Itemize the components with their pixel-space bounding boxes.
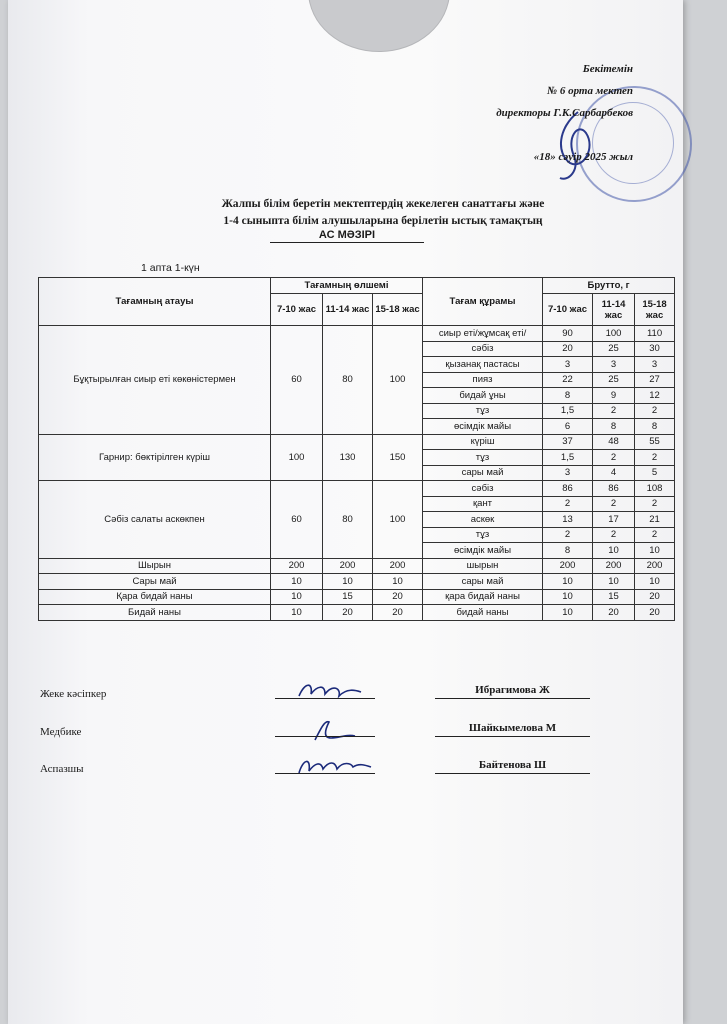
gross-cell: 9	[593, 388, 635, 404]
gross-cell: 8	[543, 543, 593, 559]
gross-cell: 25	[593, 341, 635, 357]
signature-row	[40, 680, 600, 710]
ingredient-cell: сәбіз	[423, 341, 543, 357]
dish-name-cell: Қара бидай наны	[39, 589, 271, 605]
gross-cell: 10	[635, 574, 675, 590]
gross-cell: 5	[635, 465, 675, 481]
gross-cell: 10	[593, 543, 635, 559]
portion-cell: 80	[323, 481, 373, 559]
portion-cell: 150	[373, 434, 423, 481]
signature-role: Жеке кәсіпкер	[40, 688, 107, 700]
signature-line	[275, 773, 375, 774]
gross-cell: 15	[593, 589, 635, 605]
header-gross: Брутто, г	[543, 278, 675, 294]
ingredient-cell: сәбіз	[423, 481, 543, 497]
ingredient-cell: тұз	[423, 450, 543, 466]
gross-cell: 86	[593, 481, 635, 497]
heading-line: Жалпы білім беретін мектептердің жекелеген санаттағы және	[221, 198, 545, 210]
signature-role: Аспазшы	[40, 763, 84, 775]
gross-cell: 2	[543, 496, 593, 512]
gross-cell: 10	[635, 543, 675, 559]
ingredient-cell: аскөк	[423, 512, 543, 528]
gross-cell: 2	[635, 403, 675, 419]
gross-cell: 2	[543, 527, 593, 543]
gross-cell: 8	[635, 419, 675, 435]
signature-name: Байтенова Ш	[435, 759, 590, 774]
gross-cell: 4	[593, 465, 635, 481]
portion-cell: 100	[373, 481, 423, 559]
portion-cell: 20	[373, 605, 423, 621]
header-composition: Тағам құрамы	[423, 278, 543, 326]
portion-cell: 100	[271, 434, 323, 481]
gross-cell: 3	[593, 357, 635, 373]
dish-name-cell: Сәбіз салаты аскөкпен	[39, 481, 271, 559]
handwritten-signature	[295, 718, 365, 744]
ingredient-cell: пияз	[423, 372, 543, 388]
gross-cell: 200	[543, 558, 593, 574]
ingredient-cell: бидай наны	[423, 605, 543, 621]
header-portion: Тағамның өлшемі	[271, 278, 423, 294]
menu-table	[38, 277, 675, 621]
portion-cell: 200	[323, 558, 373, 574]
gross-cell: 22	[543, 372, 593, 388]
approval-block	[433, 58, 633, 168]
table-row	[39, 605, 675, 621]
approval-date: «18» сәуір 2025 жыл	[533, 151, 633, 163]
gross-cell: 86	[543, 481, 593, 497]
menu-table-body	[39, 326, 675, 621]
gross-cell: 20	[543, 341, 593, 357]
portion-cell: 60	[271, 481, 323, 559]
portion-cell: 15	[323, 589, 373, 605]
table-row	[39, 326, 675, 342]
dish-name-cell: Шырын	[39, 558, 271, 574]
table-row	[39, 434, 675, 450]
header-age: 7-10 жас	[271, 294, 323, 326]
signature-line	[275, 698, 375, 699]
document-heading	[198, 196, 568, 230]
ingredient-cell: тұз	[423, 527, 543, 543]
ingredient-cell: сары май	[423, 574, 543, 590]
gross-cell: 110	[635, 326, 675, 342]
gross-cell: 1,5	[543, 450, 593, 466]
ingredient-cell: қызанақ пастасы	[423, 357, 543, 373]
header-age: 7-10 жас	[543, 294, 593, 326]
gross-cell: 3	[635, 357, 675, 373]
gross-cell: 17	[593, 512, 635, 528]
dish-name-cell: Бұқтырылған сиыр еті көкөністермен	[39, 326, 271, 435]
signature-line	[275, 736, 375, 737]
approval-line: № 6 орта мектеп	[547, 85, 633, 97]
gross-cell: 200	[635, 558, 675, 574]
gross-cell: 20	[593, 605, 635, 621]
gross-cell: 27	[635, 372, 675, 388]
header-age: 15-18 жас	[635, 294, 675, 326]
signature-name: Ибрагимова Ж	[435, 684, 590, 699]
table-row	[39, 574, 675, 590]
gross-cell: 2	[593, 403, 635, 419]
gross-cell: 1,5	[543, 403, 593, 419]
ingredient-cell: бидай ұны	[423, 388, 543, 404]
ingredient-cell: күріш	[423, 434, 543, 450]
heading-line: 1-4 сыныпта білім алушыларына берілетін ыстық тамақтың	[223, 215, 543, 227]
portion-cell: 10	[373, 574, 423, 590]
ingredient-cell: сары май	[423, 465, 543, 481]
table-row	[39, 589, 675, 605]
signature-row	[40, 755, 600, 785]
table-row	[39, 481, 675, 497]
gross-cell: 200	[593, 558, 635, 574]
portion-cell: 130	[323, 434, 373, 481]
gross-cell: 2	[593, 450, 635, 466]
ingredient-cell: өсімдік майы	[423, 419, 543, 435]
gross-cell: 10	[543, 589, 593, 605]
header-age: 11-14 жас	[323, 294, 373, 326]
menu-title: АС МӘЗІРІ	[270, 229, 424, 243]
ingredient-cell: өсімдік майы	[423, 543, 543, 559]
dish-name-cell: Сары май	[39, 574, 271, 590]
gross-cell: 10	[593, 574, 635, 590]
gross-cell: 13	[543, 512, 593, 528]
portion-cell: 20	[323, 605, 373, 621]
gross-cell: 12	[635, 388, 675, 404]
gross-cell: 8	[593, 419, 635, 435]
portion-cell: 10	[271, 605, 323, 621]
ingredient-cell: шырын	[423, 558, 543, 574]
gross-cell: 10	[543, 605, 593, 621]
header-dish-name: Тағамның атауы	[39, 278, 271, 326]
gross-cell: 6	[543, 419, 593, 435]
gross-cell: 2	[593, 527, 635, 543]
gross-cell: 20	[635, 589, 675, 605]
dish-name-cell: Гарнир: бөктірілген күріш	[39, 434, 271, 481]
table-row	[39, 558, 675, 574]
ingredient-cell: сиыр еті/жұмсақ еті/	[423, 326, 543, 342]
gross-cell: 3	[543, 357, 593, 373]
portion-cell: 200	[373, 558, 423, 574]
week-label: 1 апта 1-күн	[141, 262, 200, 274]
dish-name-cell: Бидай наны	[39, 605, 271, 621]
portion-cell: 80	[323, 326, 373, 435]
ingredient-cell: қант	[423, 496, 543, 512]
gross-cell: 3	[543, 465, 593, 481]
gross-cell: 8	[543, 388, 593, 404]
gross-cell: 2	[635, 496, 675, 512]
gross-cell: 48	[593, 434, 635, 450]
document-page	[8, 0, 683, 1024]
gross-cell: 2	[593, 496, 635, 512]
ingredient-cell: қара бидай наны	[423, 589, 543, 605]
gross-cell: 2	[635, 450, 675, 466]
gross-cell: 100	[593, 326, 635, 342]
gross-cell: 90	[543, 326, 593, 342]
gross-cell: 21	[635, 512, 675, 528]
portion-cell: 200	[271, 558, 323, 574]
gross-cell: 20	[635, 605, 675, 621]
header-age: 11-14 жас	[593, 294, 635, 326]
signature-role: Медбике	[40, 726, 82, 738]
portion-cell: 10	[323, 574, 373, 590]
gross-cell: 30	[635, 341, 675, 357]
portion-cell: 60	[271, 326, 323, 435]
signature-name: Шайкымелова М	[435, 722, 590, 737]
header-age: 15-18 жас	[373, 294, 423, 326]
approval-line: Бекітемін	[582, 63, 633, 75]
portion-cell: 20	[373, 589, 423, 605]
punch-hole	[308, 0, 450, 52]
approval-line: директоры Г.К.Сарбарбеков	[496, 107, 633, 119]
portion-cell: 10	[271, 574, 323, 590]
portion-cell: 100	[373, 326, 423, 435]
gross-cell: 25	[593, 372, 635, 388]
gross-cell: 10	[543, 574, 593, 590]
gross-cell: 37	[543, 434, 593, 450]
signature-row	[40, 718, 600, 748]
portion-cell: 10	[271, 589, 323, 605]
gross-cell: 55	[635, 434, 675, 450]
gross-cell: 108	[635, 481, 675, 497]
gross-cell: 2	[635, 527, 675, 543]
ingredient-cell: тұз	[423, 403, 543, 419]
